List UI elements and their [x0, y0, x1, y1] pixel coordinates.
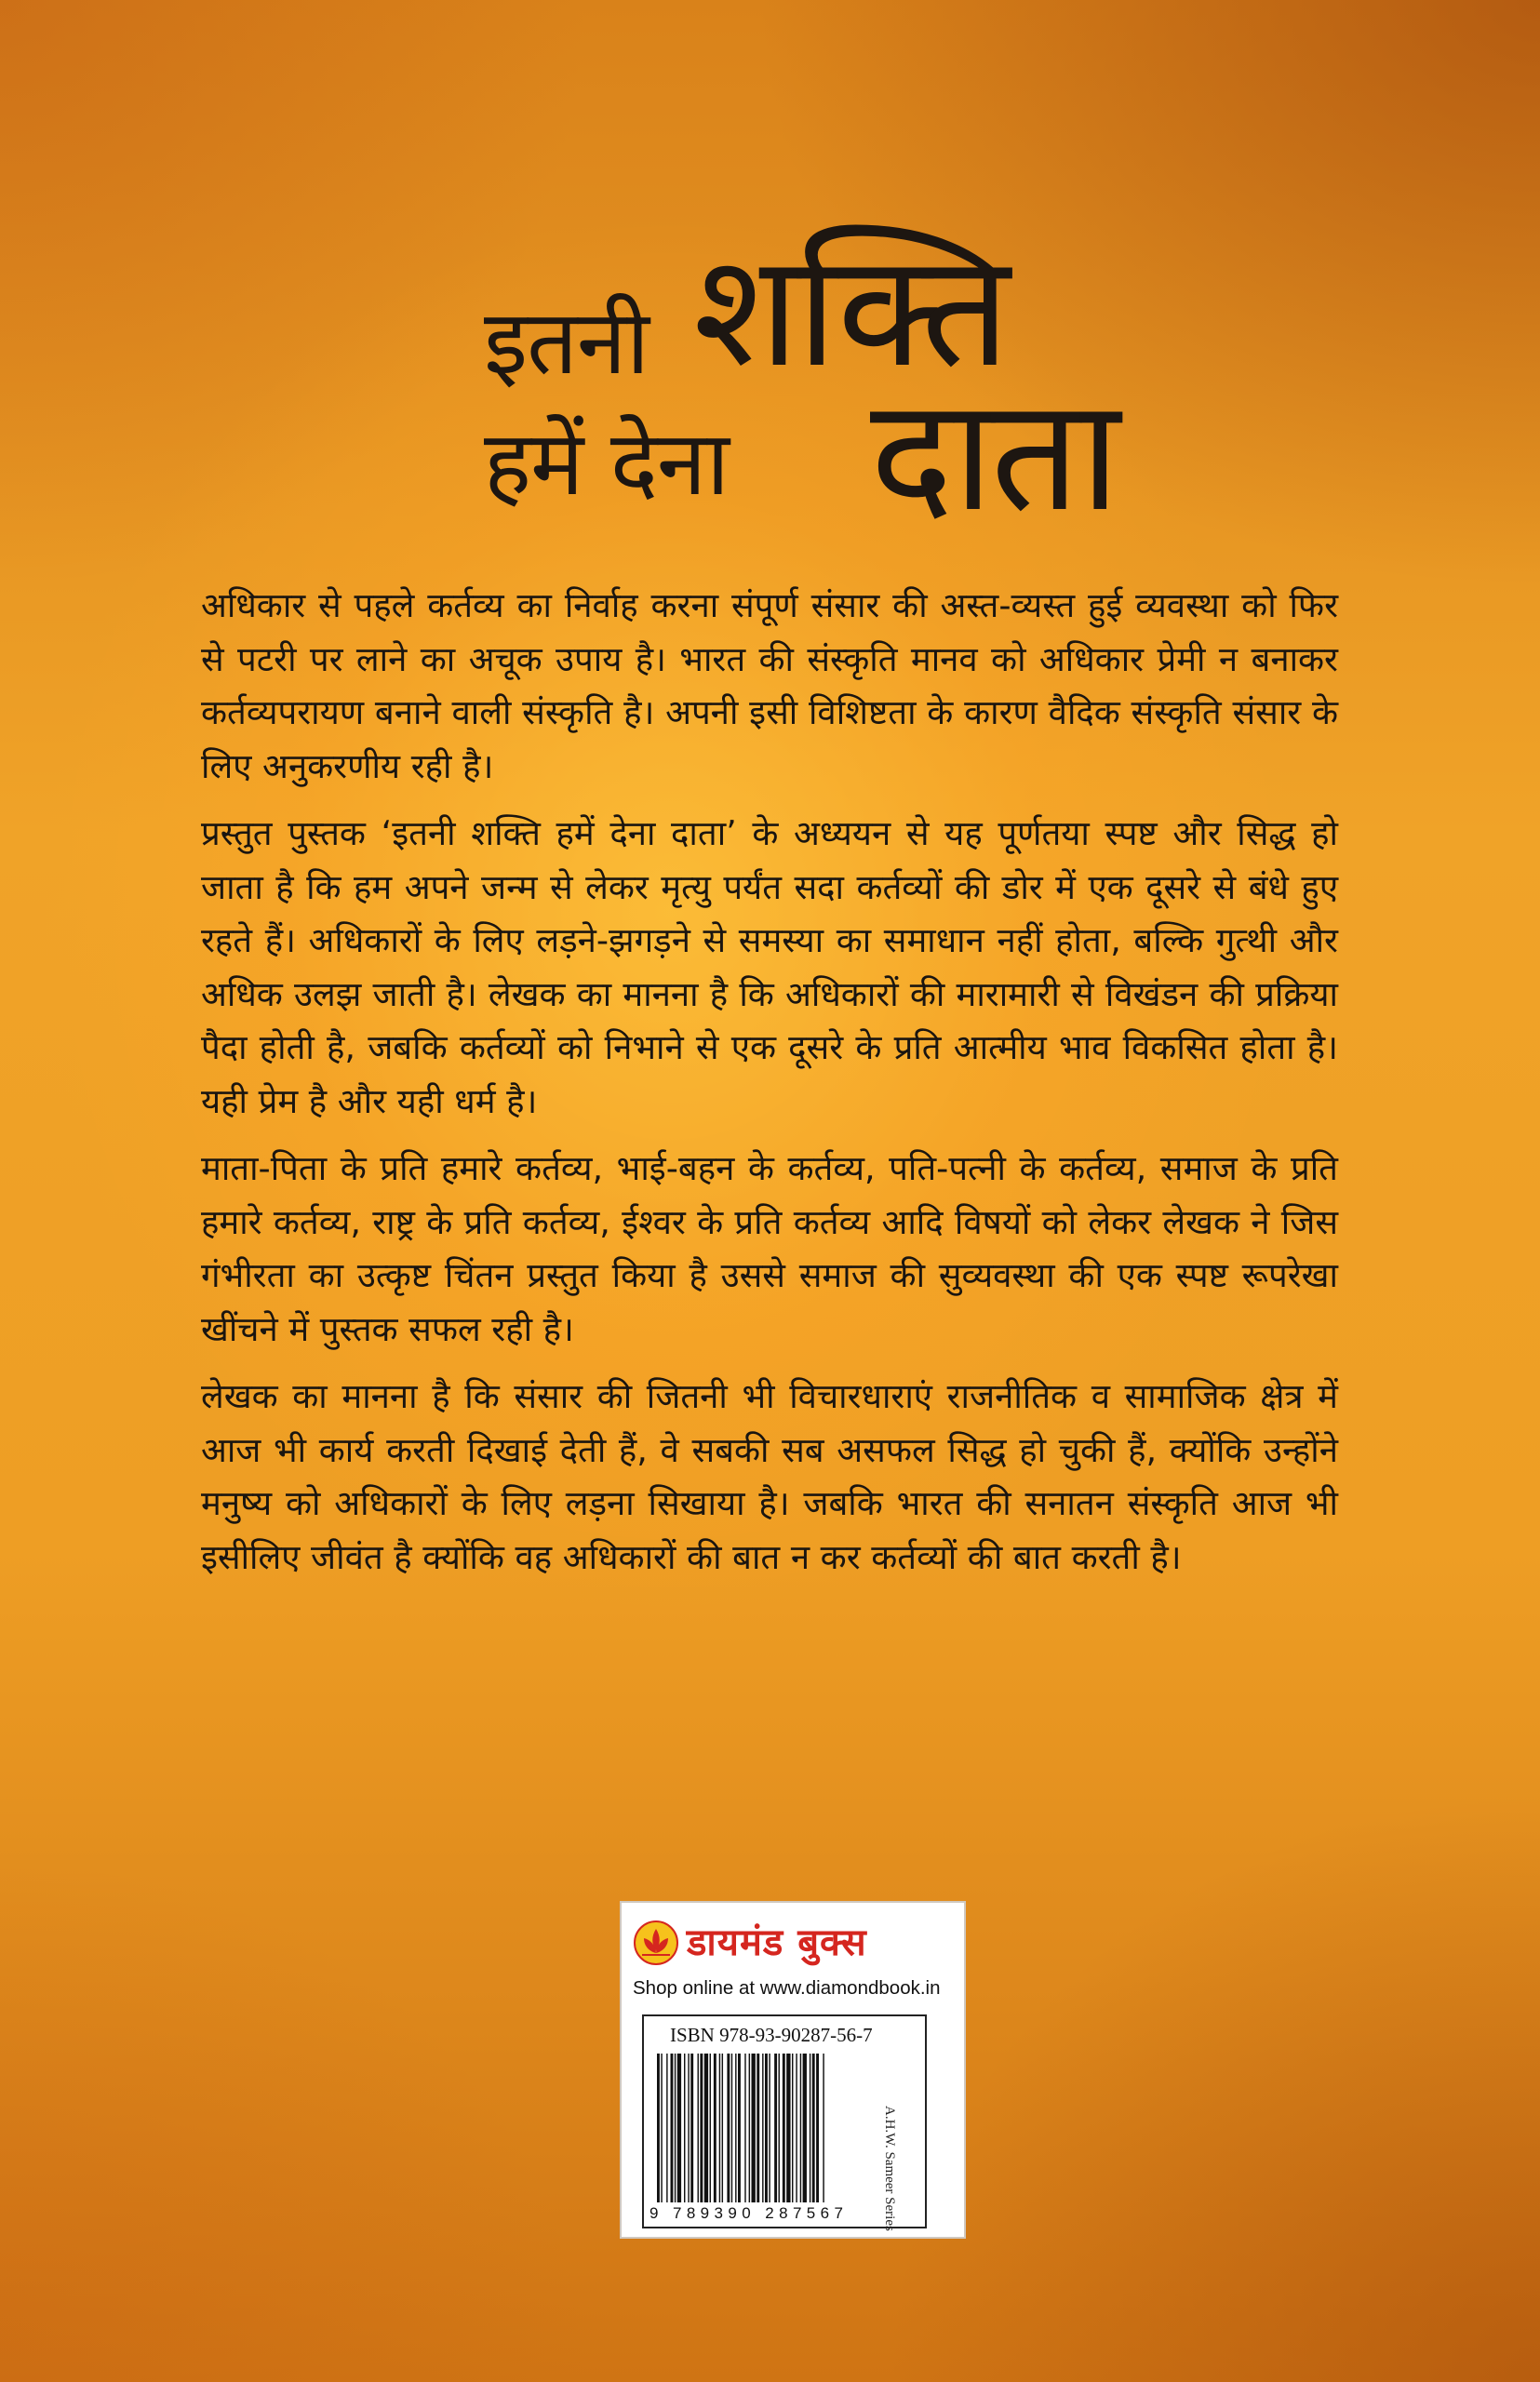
barcode-bar [823, 2054, 824, 2202]
barcode-bar [769, 2054, 770, 2202]
barcode-bar [816, 2054, 819, 2202]
barcode-digits: 9 789390 287567 [649, 2204, 849, 2222]
barcode-bar [684, 2054, 685, 2202]
shop-online-text: Shop online at www.diamondbook.in [633, 1977, 941, 1999]
barcode-bar [803, 2054, 807, 2202]
barcode-bar [714, 2054, 716, 2202]
lotus-icon [633, 1920, 679, 1966]
isbn-text: ISBN 978-93-90287-56-7 [670, 2024, 873, 2046]
barcode-bar [779, 2054, 780, 2202]
blurb-paragraph-4: लेखक का मानना है कि संसार की जितनी भी विचारधाराएं राजनीतिक व सामाजिक क्षेत्र में आज भी कार्य करती दिखाई देती हैं, वे सबकी सब असफल सिद्ध हो चुकी हैं, क्योंकि उन्होंने मनुष्य को अधिकारों के लिए लड़ना सिखाया है। जबकि भारत की सनातन संस्कृति आज भी इसीलिए जीवंत है क्योंकि वह अधिकारों की बात न कर कर्तव्यों की बात करती है। [201, 1376, 1338, 1577]
barcode-bar [704, 2054, 708, 2202]
barcode-bar [749, 2054, 750, 2202]
barcode-bar [719, 2054, 720, 2202]
barcode-bar [677, 2054, 681, 2202]
publisher-logo [631, 1916, 957, 1970]
barcode-bar [796, 2054, 797, 2202]
title-words-hamen-dena: हमें देना [484, 411, 730, 515]
barcode-bar [675, 2054, 676, 2202]
barcode-bar [774, 2054, 777, 2202]
barcode-bar [700, 2054, 703, 2202]
title-word-data: दाता [870, 364, 1118, 546]
barcode-bar [710, 2054, 711, 2202]
barcode-bar [744, 2054, 745, 2202]
title-word-shakti: शक्ति [693, 220, 1008, 402]
barcode-bar [698, 2054, 699, 2202]
barcode-bar [722, 2054, 723, 2202]
barcode-bar [731, 2054, 732, 2202]
book-title [0, 220, 1540, 549]
blurb-paragraph-3: माता-पिता के प्रति हमारे कर्तव्य, भाई-बहन के कर्तव्य, पति-पत्नी के कर्तव्य, समाज के प्रति हमारे कर्तव्य, राष्ट्र के प्रति कर्तव्य, ईश्वर के प्रति कर्तव्य आदि विषयों को लेकर लेखक ने जिस गंभीरता का उत्कृष्ट चिंतन प्रस्तुत किया है उससे समाज की सुव्यवस्था की एक स्पष्ट रूपरेखा खींचने में पुस्तक सफल रही है। [201, 1148, 1338, 1349]
barcode-bar [800, 2054, 801, 2202]
barcode-bar [688, 2054, 689, 2202]
barcode-bar [666, 2054, 667, 2202]
barcode [653, 2054, 916, 2202]
barcode-bar [786, 2054, 790, 2202]
barcode-bar [765, 2054, 768, 2202]
publisher-name: डायमंड बुक्स [687, 1921, 867, 1964]
barcode-bar [735, 2054, 736, 2202]
barcode-bar [783, 2054, 785, 2202]
barcode-bar [661, 2054, 662, 2202]
barcode-bar [812, 2054, 815, 2202]
publisher-barcode-box [620, 1901, 966, 2239]
barcode-bar [727, 2054, 730, 2202]
barcode-bar [757, 2054, 759, 2202]
blurb-paragraph-1: अधिकार से पहले कर्तव्य का निर्वाह करना संपूर्ण संसार की अस्त-व्यस्त हुई व्यवस्था को फिर से पटरी पर लाने का अचूक उपाय है। भारत की संस्कृति मानव को अधिकार प्रेमी न बनाकर कर्तव्यपरायण बनाने वाली संस्कृति है। अपनी इसी विशिष्टता के कारण वैदिक संस्कृति संसार के लिए अनुकरणीय रही है। [201, 585, 1338, 786]
blurb-text [201, 579, 1338, 1598]
barcode-bar [690, 2054, 693, 2202]
barcode-bar [657, 2054, 660, 2202]
series-label: A.H.W. Sameer Series [882, 2106, 897, 2231]
barcode-bar [792, 2054, 793, 2202]
title-word-itni: इतनी [484, 290, 649, 395]
barcode-bar [752, 2054, 756, 2202]
barcode-bar [762, 2054, 763, 2202]
barcode-bar [671, 2054, 674, 2202]
barcode-bar [738, 2054, 741, 2202]
blurb-paragraph-2: प्रस्तुत पुस्तक ‘इतनी शक्ति हमें देना दाता’ के अध्ययन से यह पूर्णतया स्पष्ट और सिद्ध हो जाता है कि हम अपने जन्म से लेकर मृत्यु पर्यंत सदा कर्तव्यों की डोर में एक दूसरे से बंधे हुए रहते हैं। अधिकारों के लिए लड़ने-झगड़ने से समस्या का समाधान नहीं होता, बल्कि गुत्थी और अधिक उलझ जाती है। लेखक का मानना है कि अधिकारों की मारामारी से विखंडन की प्रक्रिया पैदा होती है, जबकि कर्तव्यों को निभाने से एक दूसरे के प्रति आत्मीय भाव विकसित होता है। यही प्रेम है और यही धर्म है। [201, 813, 1338, 1121]
